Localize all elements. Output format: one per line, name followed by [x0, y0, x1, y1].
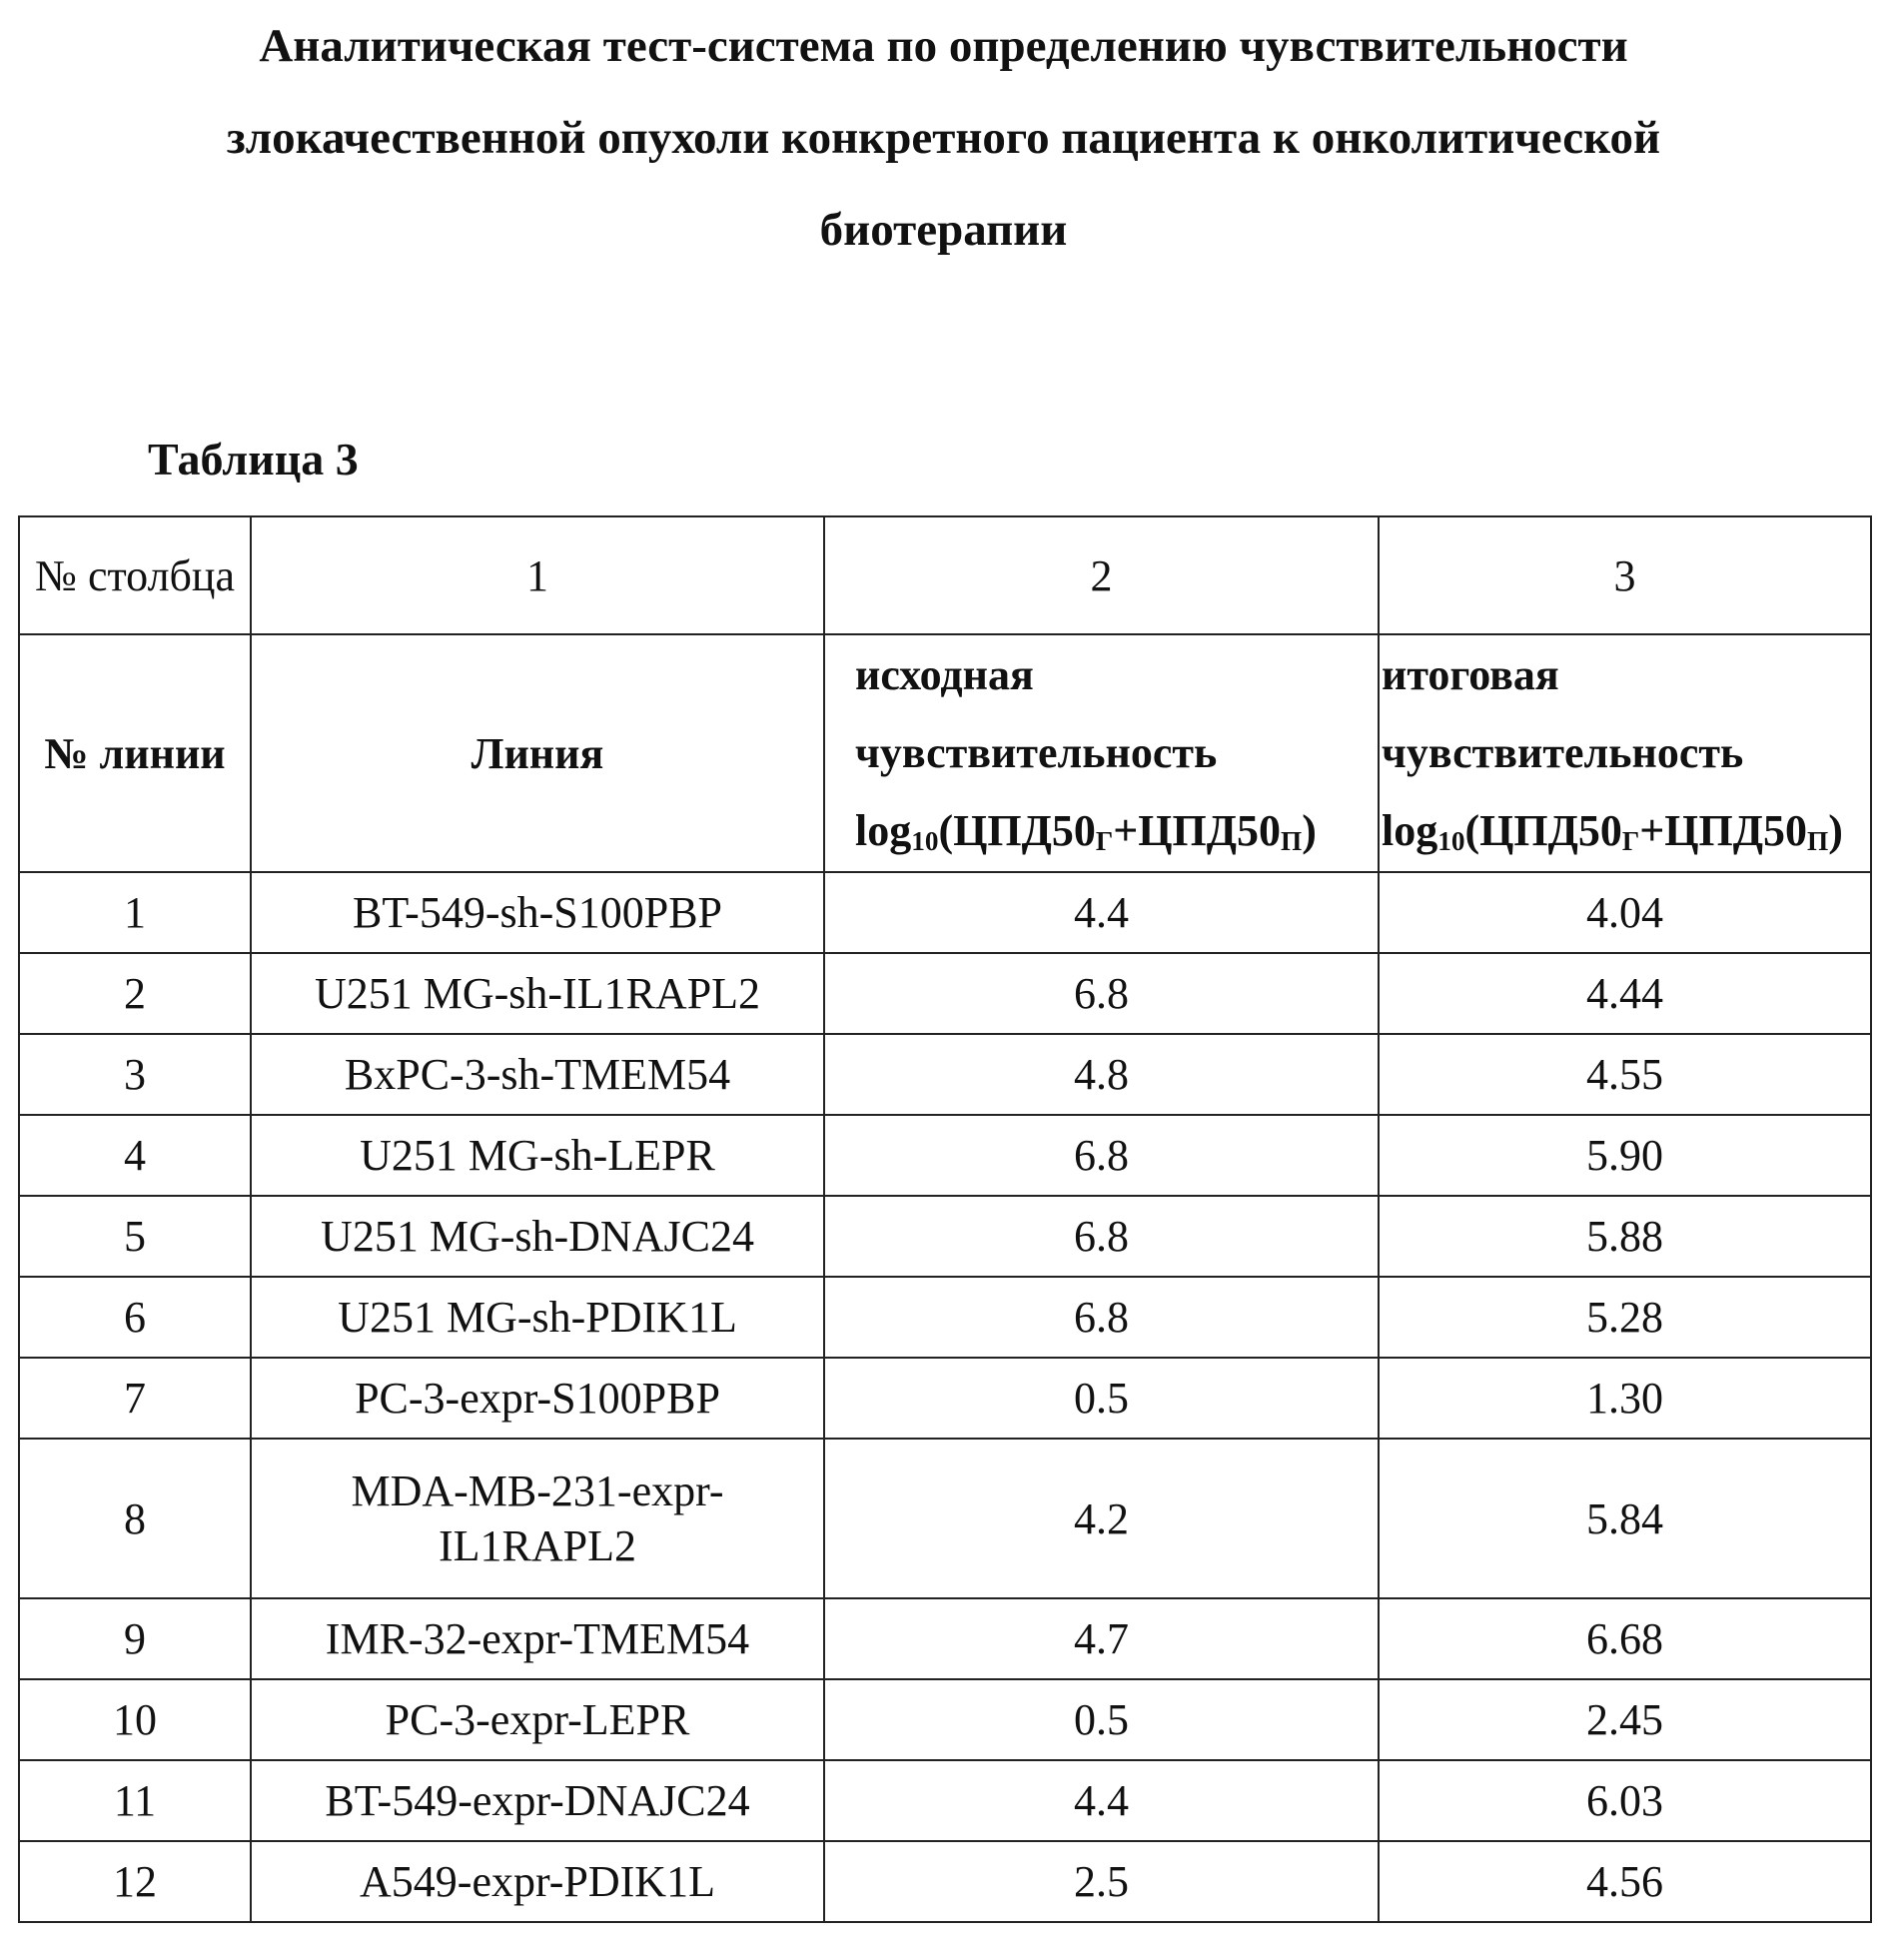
table-row: 12 A549-expr-PDIK1L 2.5 4.56 [19, 1841, 1871, 1922]
header-initial-formula: $\log_{10}(ЦПД50_Г+ЦПД50_П)$ [855, 806, 1317, 856]
header-line: Линия [251, 634, 824, 872]
header-line-no: № линии [19, 634, 251, 872]
table-row: 5 U251 MG-sh-DNAJC24 6.8 5.88 [19, 1196, 1871, 1277]
table-row: 2 U251 MG-sh-IL1RAPL2 6.8 4.44 [19, 953, 1871, 1034]
table-caption: Таблица 3 [148, 434, 359, 485]
table-row: 1 BT-549-sh-S100PBP 4.4 4.04 [19, 872, 1871, 953]
column-number-2: 2 [824, 516, 1379, 634]
column-number-label: № столбца [19, 516, 251, 634]
header-initial-sensitivity: исходная чувствительность $\log_{10}(ЦПД50_Г+ЦПД50_П)$ [824, 634, 1379, 872]
table-row: 8 MDA-MB-231-expr- IL1RAPL2 4.2 5.84 [19, 1439, 1871, 1598]
title-line-1: Аналитическая тест-система по определению чувствительности [259, 20, 1628, 72]
title-line-2: злокачественной опухоли конкретного пациента к онколитической [226, 112, 1661, 164]
document-title [0, 0, 1887, 276]
column-number-row [19, 516, 1871, 634]
data-table [18, 515, 1872, 1923]
table-row: 4 U251 MG-sh-LEPR 6.8 5.90 [19, 1115, 1871, 1196]
title-line-3: биотерапии [819, 204, 1068, 256]
column-number-1: 1 [251, 516, 824, 634]
table-row: 10 PC-3-expr-LEPR 0.5 2.45 [19, 1679, 1871, 1760]
table-row: 6 U251 MG-sh-PDIK1L 6.8 5.28 [19, 1277, 1871, 1358]
table-row: 3 BxPC-3-sh-TMEM54 4.8 4.55 [19, 1034, 1871, 1115]
header-row [19, 634, 1871, 872]
table-row: 11 BT-549-expr-DNAJC24 4.4 6.03 [19, 1760, 1871, 1841]
column-number-3: 3 [1379, 516, 1871, 634]
header-final-formula: $\log_{10}(ЦПД50_Г+ЦПД50_П)$ [1382, 806, 1843, 856]
table-row: 7 PC-3-expr-S100PBP 0.5 1.30 [19, 1358, 1871, 1439]
table-row: 9 IMR-32-expr-TMEM54 4.7 6.68 [19, 1598, 1871, 1679]
header-final-sensitivity: итоговая чувствительность $\log_{10}(ЦПД50_Г+ЦПД50_П)$ [1379, 634, 1871, 872]
